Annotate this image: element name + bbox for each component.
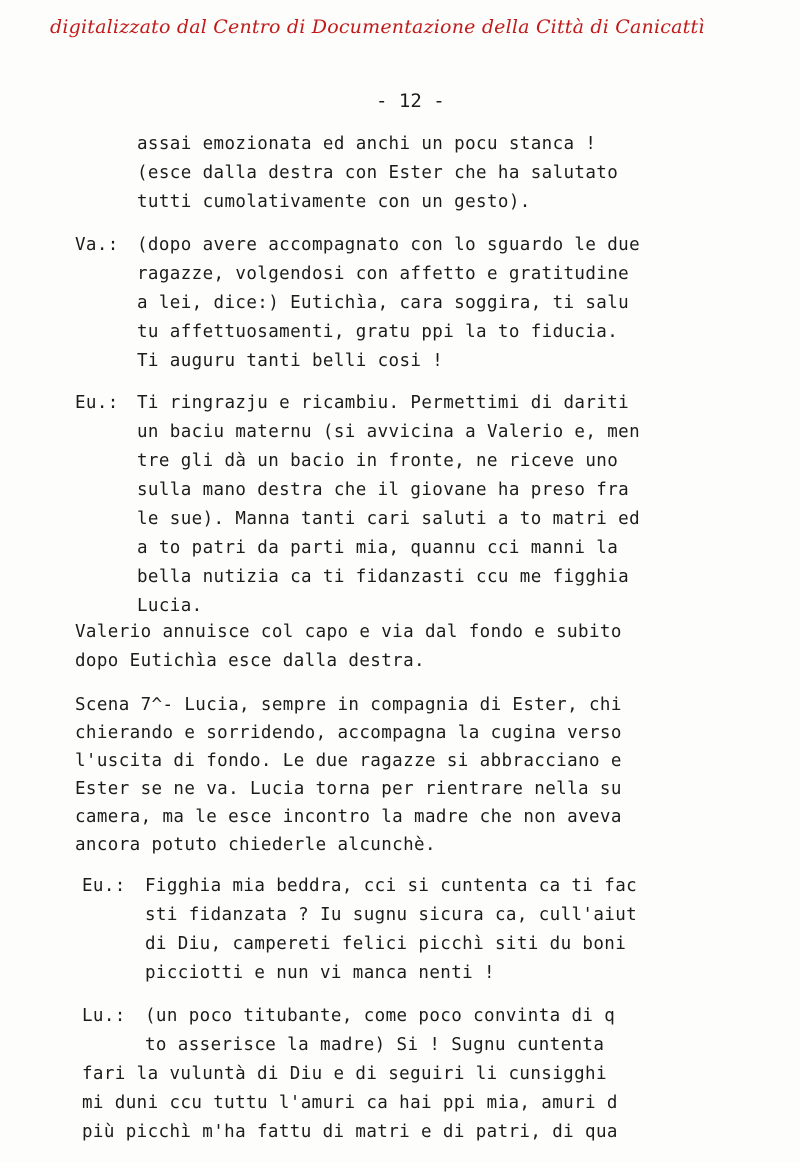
stage-direction-line: Ester se ne va. Lucia torna per rientrare nella su xyxy=(75,779,622,799)
text-line: sulla mano destra che il giovane ha preso fra xyxy=(137,480,630,500)
text-line: assai emozionata ed anchi un pocu stanca ! xyxy=(137,134,597,154)
text-line: Figghia mia beddra, cci si cuntenta ca ti fac xyxy=(145,876,638,896)
text-line: ragazze, volgendosi con affetto e gratitudine xyxy=(137,264,630,284)
text-line: Ti auguru tanti belli cosi ! xyxy=(137,351,444,371)
text-line: tu affettuosamenti, gratu ppi la to fiducia. xyxy=(137,322,619,342)
text-line: a to patri da parti mia, quannu cci manni la xyxy=(137,538,619,558)
text-line: (un poco titubante, come poco convinta di q xyxy=(145,1006,616,1026)
text-line: Lucia. xyxy=(137,596,203,616)
scene-heading-line: Scena 7^- Lucia, sempre in compagnia di Ester, chi xyxy=(75,695,622,715)
text-line: Ti ringrazju e ricambiu. Permettimi di dariti xyxy=(137,393,630,413)
text-line: fari la vuluntà di Diu e di seguiri li cunsigghi xyxy=(82,1064,607,1084)
speaker-label: Eu.: xyxy=(75,393,119,413)
stage-direction-line: Valerio annuisce col capo e via dal fondo e subito xyxy=(75,622,622,642)
text-line: più picchì m'ha fattu di matri e di patri, di qua xyxy=(82,1122,618,1142)
stage-direction-line: camera, ma le esce incontro la madre che non aveva xyxy=(75,807,622,827)
speaker-label: Lu.: xyxy=(82,1006,126,1026)
text-line: (esce dalla destra con Ester che ha salutato xyxy=(137,163,619,183)
stage-direction-line: l'uscita di fondo. Le due ragazze si abbracciano e xyxy=(75,751,622,771)
text-line: to asserisce la madre) Si ! Sugnu cuntenta xyxy=(145,1035,605,1055)
text-line: sti fidanzata ? Iu sugnu sicura ca, cull'aiut xyxy=(145,905,638,925)
text-line: (dopo avere accompagnato con lo sguardo le due xyxy=(137,235,641,255)
text-line: mi duni ccu tuttu l'amuri ca hai ppi mia, amuri d xyxy=(82,1093,618,1113)
text-line: picciotti e nun vi manca nenti ! xyxy=(145,963,495,983)
text-line: di Diu, campereti felici picchì siti du boni xyxy=(145,934,627,954)
page-number: - 12 - xyxy=(376,90,445,112)
text-line: un baciu maternu (si avvicina a Valerio e, men xyxy=(137,422,641,442)
text-line: bella nutizia ca ti fidanzasti ccu me figghia xyxy=(137,567,630,587)
stage-direction-line: ancora potuto chiederle alcunchè. xyxy=(75,835,436,855)
stage-direction-line: chierando e sorridendo, accompagna la cugina verso xyxy=(75,723,622,743)
text-line: tre gli dà un bacio in fronte, ne riceve uno xyxy=(137,451,619,471)
digitization-watermark: digitalizzato dal Centro di Documentazione della Città di Canicattì xyxy=(50,16,705,38)
text-line: tutti cumolativamente con un gesto). xyxy=(137,192,531,212)
speaker-label: Va.: xyxy=(75,235,119,255)
text-line: a lei, dice:) Eutichìa, cara soggira, ti salu xyxy=(137,293,630,313)
speaker-label: Eu.: xyxy=(82,876,126,896)
text-line: le sue). Manna tanti cari saluti a to matri ed xyxy=(137,509,641,529)
stage-direction-line: dopo Eutichìa esce dalla destra. xyxy=(75,651,425,671)
